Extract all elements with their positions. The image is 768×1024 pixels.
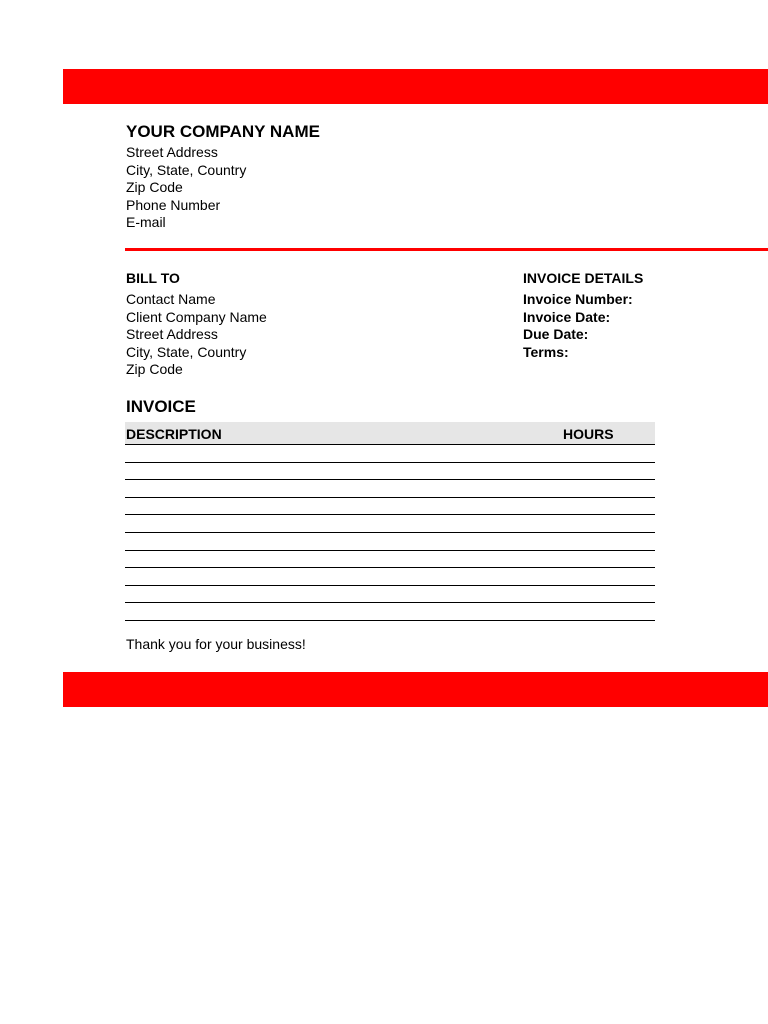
invoice-details-heading: INVOICE DETAILS [523,270,644,286]
invoice-number-label: Invoice Number: [523,291,633,307]
company-zip: Zip Code [126,179,183,195]
bill-to-heading: BILL TO [126,270,180,286]
table-row[interactable] [125,568,655,586]
table-row[interactable] [125,463,655,481]
bill-to-street: Street Address [126,326,218,342]
company-address-block [126,144,246,232]
header-divider [125,248,768,251]
thank-you-note: Thank you for your business! [126,636,306,652]
invoice-title: INVOICE [126,397,196,416]
table-row[interactable] [125,515,655,533]
company-city: City, State, Country [126,161,247,178]
column-header-hours: HOURS [563,426,614,442]
company-phone: Phone Number [126,196,221,213]
bill-to-zip: Zip Code [126,361,183,377]
invoice-date-label: Invoice Date: [523,308,611,325]
company-name: YOUR COMPANY NAME [126,122,320,141]
table-row[interactable] [125,480,655,498]
table-row[interactable] [125,551,655,569]
invoice-table [125,422,655,621]
bill-to-company: Client Company Name [126,308,267,325]
column-header-description: DESCRIPTION [126,426,222,442]
invoice-details-block [523,291,633,361]
table-row[interactable] [125,603,655,621]
table-row[interactable] [125,498,655,516]
bottom-accent-band [63,672,768,707]
bill-to-contact: Contact Name [126,291,216,307]
bill-to-block [126,291,267,379]
table-row[interactable] [125,445,655,463]
due-date-label: Due Date: [523,326,589,342]
table-header [125,422,655,445]
table-row[interactable] [125,586,655,604]
table-body [125,445,655,621]
table-row[interactable] [125,533,655,551]
top-accent-band [63,69,768,104]
company-street: Street Address [126,144,218,160]
bill-to-city: City, State, Country [126,343,247,360]
company-email: E-mail [126,214,166,230]
terms-label: Terms: [523,343,569,360]
